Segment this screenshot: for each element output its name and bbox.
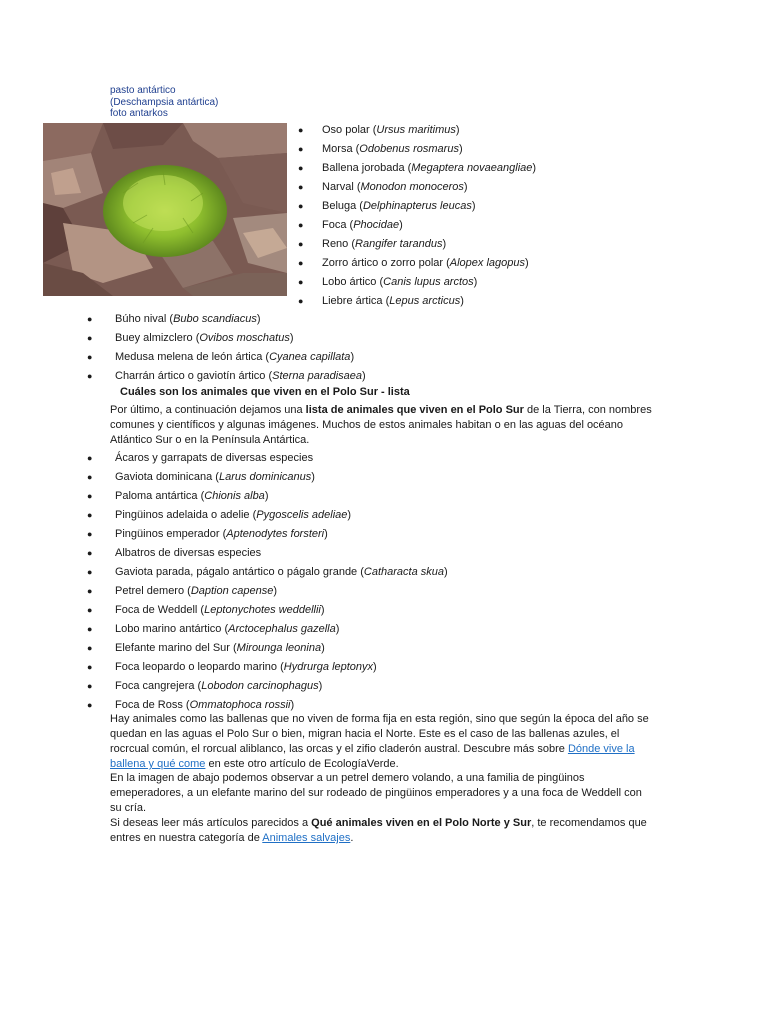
closing-paren: ): [525, 257, 529, 269]
animal-name: [115, 544, 261, 563]
intro-text: de la Tierra, con nombres comunes y científicos y algunas imágenes. Muchos de estos animales habitan o en las aguas del océano Atlántico Sur o en la Península Antártica.: [110, 404, 652, 446]
scientific-name: Sterna paradisaea: [272, 370, 363, 382]
common-name: Foca leopardo o leopardo marino (: [115, 661, 284, 673]
scientific-name: Phocidae: [353, 219, 400, 231]
closing-paren: ): [335, 623, 340, 635]
bullet-icon: ●: [87, 681, 93, 691]
closing-paren: ): [532, 162, 537, 174]
common-name: Narval (: [322, 181, 361, 193]
common-name: Elefante marino del Sur (: [115, 642, 237, 654]
scientific-name: Pygoscelis adeliae: [256, 509, 348, 521]
scientific-name: Leptonychotes weddellii: [204, 604, 321, 616]
animal-name: [115, 449, 313, 468]
animal-name: [322, 121, 460, 140]
common-name: Paloma antártica (: [115, 490, 205, 502]
animal-name: [115, 487, 268, 506]
photo-caption: [110, 85, 218, 120]
animal-name: [115, 348, 354, 367]
common-name: Albatros de diversas especies: [115, 547, 262, 559]
scientific-name: Monodon monoceros: [360, 181, 464, 193]
common-name: Reno (: [322, 238, 356, 250]
bullet-icon: ●: [298, 201, 304, 211]
scientific-name: Rangifer tarandus: [355, 238, 443, 250]
bullet-icon: ●: [87, 643, 93, 653]
paragraph-text: Hay animales como las ballenas que no viven de forma fija en esta región, sino que según la época del año se quedan en las aguas el Polo Sur o bien, migran hacia el Norte. Este es el caso de las ballenas azules, el rocrcual común, el rorcual aliblanco, las orcas y el zifio claderón austral. Descubre más sobre: [110, 713, 649, 755]
common-name: Buey almizclero (: [115, 332, 200, 344]
paragraph-text: , te recomendamos que entres en nuestra categoría de: [110, 817, 647, 844]
closing-paren: ): [256, 313, 261, 325]
animal-name: [115, 658, 377, 677]
closing-paren: ): [318, 680, 323, 692]
caption-line: foto antarkos: [110, 108, 168, 119]
common-name: Foca de Ross (: [115, 699, 190, 711]
whales-paragraph: [110, 712, 655, 772]
scientific-name: Mirounga leonina: [236, 642, 322, 654]
closing-paren: ): [463, 181, 468, 193]
bullet-icon: ●: [298, 296, 304, 306]
antarctic-grass-photo: [43, 123, 287, 296]
caption-line: (Deschampsia antártica): [110, 96, 219, 108]
animal-name: [322, 292, 464, 311]
animal-name: [322, 159, 536, 178]
closing-paren: ): [264, 490, 269, 502]
animal-name: [115, 506, 351, 525]
bullet-icon: ●: [87, 605, 93, 615]
animal-name: [115, 620, 339, 639]
animal-name: [115, 468, 315, 487]
bullet-icon: ●: [87, 491, 93, 501]
animal-name: [115, 310, 261, 329]
scientific-name: Canis lupus arctos: [383, 276, 474, 288]
bullet-icon: ●: [87, 472, 93, 482]
animal-name: [115, 329, 294, 348]
south-pole-intro: [110, 403, 655, 448]
bullet-icon: ●: [298, 277, 304, 287]
bullet-icon: ●: [298, 220, 304, 230]
scientific-name: Hydrurga leptonyx: [283, 661, 374, 673]
whale-article-link[interactable]: Dónde vive la ballena y qué come: [110, 743, 635, 770]
bullet-icon: ●: [87, 662, 93, 672]
animal-name: [322, 178, 468, 197]
bullet-icon: ●: [87, 333, 93, 343]
paragraph-text: Si deseas leer más artículos parecidos a: [110, 817, 312, 829]
bullet-icon: ●: [87, 453, 93, 463]
closing-paren: ): [289, 332, 294, 344]
scientific-name: Chionis alba: [204, 490, 265, 502]
animal-name: [115, 525, 328, 544]
bullet-icon: ●: [87, 529, 93, 539]
common-name: Foca de Weddell (: [115, 604, 205, 616]
common-name: Foca cangrejera (: [115, 680, 202, 692]
common-name: Charrán ártico o gaviotín ártico (: [115, 370, 273, 382]
closing-paren: ): [460, 295, 464, 307]
closing-paren: ): [455, 124, 460, 136]
scientific-name: Ommatophoca rossii: [189, 699, 291, 711]
closing-paren: ): [399, 219, 403, 231]
common-name: Zorro ártico o zorro polar (: [322, 257, 450, 269]
closing-paren: ): [471, 200, 476, 212]
scientific-name: Ursus maritimus: [376, 124, 456, 136]
scientific-name: Lepus arcticus: [389, 295, 461, 307]
common-name: Morsa (: [322, 143, 360, 155]
closing-paren: ): [458, 143, 463, 155]
animal-name: [115, 639, 325, 658]
scientific-name: Daption capense: [190, 585, 274, 597]
closing-paren: ): [444, 566, 448, 578]
paragraph-text: .: [350, 832, 354, 844]
common-name: Ballena jorobada (: [322, 162, 412, 174]
scientific-name: Bubo scandiacus: [173, 313, 257, 325]
intro-text: Por último, a continuación dejamos una: [110, 404, 306, 416]
scientific-name: Lobodon carcinophagus: [201, 680, 319, 692]
bullet-icon: ●: [87, 700, 93, 710]
scientific-name: Ovibos moschatus: [199, 332, 290, 344]
paragraph-text: en este otro artículo de EcologíaVerde.: [205, 758, 399, 770]
bullet-icon: ●: [298, 163, 304, 173]
common-name: Gaviota parada, págalo antártico o págalo grande (: [115, 566, 364, 578]
bullet-icon: ●: [298, 239, 304, 249]
bullet-icon: ●: [87, 352, 93, 362]
closing-paren: ): [362, 370, 366, 382]
common-name: Lobo marino antártico (: [115, 623, 229, 635]
closing-paren: ): [311, 471, 315, 483]
animal-name: [322, 254, 529, 273]
scientific-name: Cyanea capillata: [269, 351, 351, 363]
closing-paren: ): [290, 699, 295, 711]
closing-paren: ): [350, 351, 355, 363]
common-name: Gaviota dominicana (: [115, 471, 219, 483]
animal-name: [322, 140, 463, 159]
scientific-name: Megaptera novaeangliae: [411, 162, 533, 174]
animal-name: [322, 216, 403, 235]
animal-name: [115, 677, 322, 696]
bullet-icon: ●: [298, 144, 304, 154]
common-name: Pingüinos adelaida o adelie (: [115, 509, 257, 521]
animal-name: [115, 563, 448, 582]
common-name: Pingüinos emperador (: [115, 528, 227, 540]
animal-name: [322, 235, 446, 254]
common-name: Foca (: [322, 219, 354, 231]
animal-name: [322, 197, 476, 216]
closing-paren: ): [320, 604, 325, 616]
bullet-icon: ●: [87, 567, 93, 577]
bullet-icon: ●: [87, 624, 93, 634]
animal-name: [115, 601, 325, 620]
scientific-name: Arctocephalus gazella: [228, 623, 336, 635]
common-name: Búho nival (: [115, 313, 174, 325]
closing-paren: ): [347, 509, 352, 521]
image-description-paragraph: En la imagen de abajo podemos observar a un petrel demero volando, a una familia de pingüinos emeperadores, a un elefante marino del sur rodeado de pingüinos emperadores y a una foca de Weddell con su cría.: [110, 772, 642, 814]
animal-name: [115, 582, 277, 601]
scientific-name: Catharacta skua: [363, 566, 445, 578]
common-name: Oso polar (: [322, 124, 377, 136]
common-name: Petrel demero (: [115, 585, 191, 597]
common-name: Beluga (: [322, 200, 363, 212]
common-name: Ácaros y garrapats de diversas especies: [115, 452, 314, 464]
closing-paren: ): [321, 642, 325, 654]
related-articles-paragraph: [110, 816, 655, 846]
wild-animals-category-link[interactable]: Animales salvajes: [262, 832, 351, 844]
closing-paren: ): [324, 528, 328, 540]
animal-name: [322, 273, 477, 292]
closing-paren: ): [473, 276, 478, 288]
bullet-icon: ●: [87, 586, 93, 596]
scientific-name: Odobenus rosmarus: [359, 143, 459, 155]
caption-line: pasto antártico: [110, 85, 176, 96]
closing-paren: ): [373, 661, 377, 673]
bullet-icon: ●: [87, 314, 93, 324]
closing-paren: ): [442, 238, 447, 250]
scientific-name: Larus dominicanus: [218, 471, 312, 483]
common-name: Lobo ártico (: [322, 276, 384, 288]
article-title-bold: Qué animales viven en el Polo Norte y Sur: [311, 817, 532, 829]
south-pole-heading: Cuáles son los animales que viven en el Polo Sur - lista: [120, 386, 410, 398]
bullet-icon: ●: [87, 510, 93, 520]
closing-paren: ): [273, 585, 278, 597]
scientific-name: Aptenodytes forsteri: [226, 528, 325, 540]
bullet-icon: ●: [87, 548, 93, 558]
bullet-icon: ●: [87, 371, 93, 381]
common-name: Medusa melena de león ártica (: [115, 351, 270, 363]
bullet-icon: ●: [298, 125, 304, 135]
scientific-name: Alopex lagopus: [449, 257, 525, 269]
bullet-icon: ●: [298, 258, 304, 268]
common-name: Liebre ártica (: [322, 295, 390, 307]
scientific-name: Delphinapterus leucas: [362, 200, 472, 212]
intro-bold: lista de animales que viven en el Polo Sur: [305, 404, 524, 416]
bullet-icon: ●: [298, 182, 304, 192]
